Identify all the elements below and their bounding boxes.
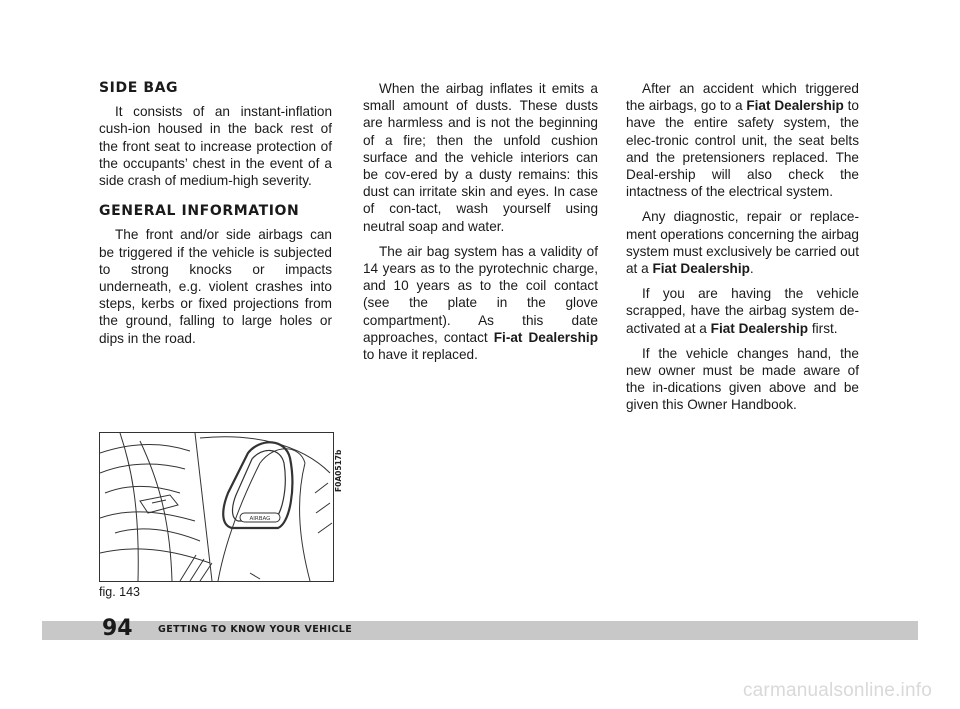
- dealership-bold: Fi-at Dealership: [493, 329, 599, 345]
- paragraph-after-accident: [626, 80, 859, 200]
- figure-code: F0A0517b: [334, 449, 343, 492]
- figure-caption: fig. 143: [99, 585, 141, 599]
- after-accident-b: to have the entire safety system, the elec-tronic control unit, the seat belts and the pretensioners replaced. The Deal-ership will also check the intactness of the electrical system.: [626, 98, 859, 200]
- seat-airbag-illustration: [99, 432, 334, 582]
- dealership-bold: Fiat Dealership: [652, 261, 750, 277]
- seat-drawing: [100, 433, 333, 581]
- column-1: [99, 80, 332, 355]
- column-2: [363, 80, 598, 371]
- paragraph-scrapped: [626, 285, 859, 337]
- dealership-bold: Fiat Dealership: [710, 320, 809, 336]
- scrapped-a: If you are having the vehicle scrapped, have the airbag system de-activated at a: [626, 286, 859, 336]
- diagnostic-a: Any diagnostic, repair or replace-ment operations concerning the airbag system must exclusively be carried out at a: [626, 209, 859, 277]
- watermark: carmanualsonline.info: [742, 680, 932, 701]
- paragraph-general-information: The front and/or side airbags can be triggered if the vehicle is subjected to strong knocks or impacts underneath, e.g. violent crashes into steps, kerbs or fixed projections from the ground, falling to large holes or dips in the road.: [99, 227, 332, 346]
- diagnostic-b: .: [749, 261, 754, 277]
- validity-text: The air bag system has a validity of 14 years as to the pyrotechnic charge, and 10 years as to the coil contact (see the plate in the glove compartment). As this date approaches, contact: [363, 243, 598, 345]
- after-accident-a: After an accident which triggered the airbags, go to a: [626, 81, 859, 114]
- paragraph-validity: [363, 243, 598, 363]
- scrapped-b: first.: [808, 320, 838, 336]
- airbag-badge-label: AIRBAG: [249, 516, 271, 522]
- heading-general-information: GENERAL INFORMATION: [99, 203, 300, 220]
- paragraph-dusts: When the airbag inflates it emits a small amount of dusts. These dusts are harmless and is not the beginning of a fire; then the unfold cushion surface and the vehicle interiors can be cov-ered by a dusty remains: this dust can irritate skin and eyes. In case of con-tact, wash yourself using neutral soap and water.: [363, 81, 598, 234]
- paragraph-diagnostic: [626, 208, 859, 277]
- page-number: 94: [102, 616, 133, 641]
- dealership-bold: Fiat Dealership: [746, 98, 844, 114]
- section-title: GETTING TO KNOW YOUR VEHICLE: [158, 624, 353, 635]
- heading-side-bag: SIDE BAG: [99, 80, 179, 96]
- paragraph-side-bag: It consists of an instant-inflation cush-ion housed in the back rest of the front seat to increase protection of the occupants’ chest in the event of a side crash of medium-high severity.: [99, 104, 332, 189]
- paragraph-owner-change: If the vehicle changes hand, the new owner must be made aware of the in-dications given above and be given this Owner Handbook.: [626, 345, 859, 413]
- validity-end: to have it replaced.: [363, 347, 478, 363]
- column-3: [626, 80, 859, 422]
